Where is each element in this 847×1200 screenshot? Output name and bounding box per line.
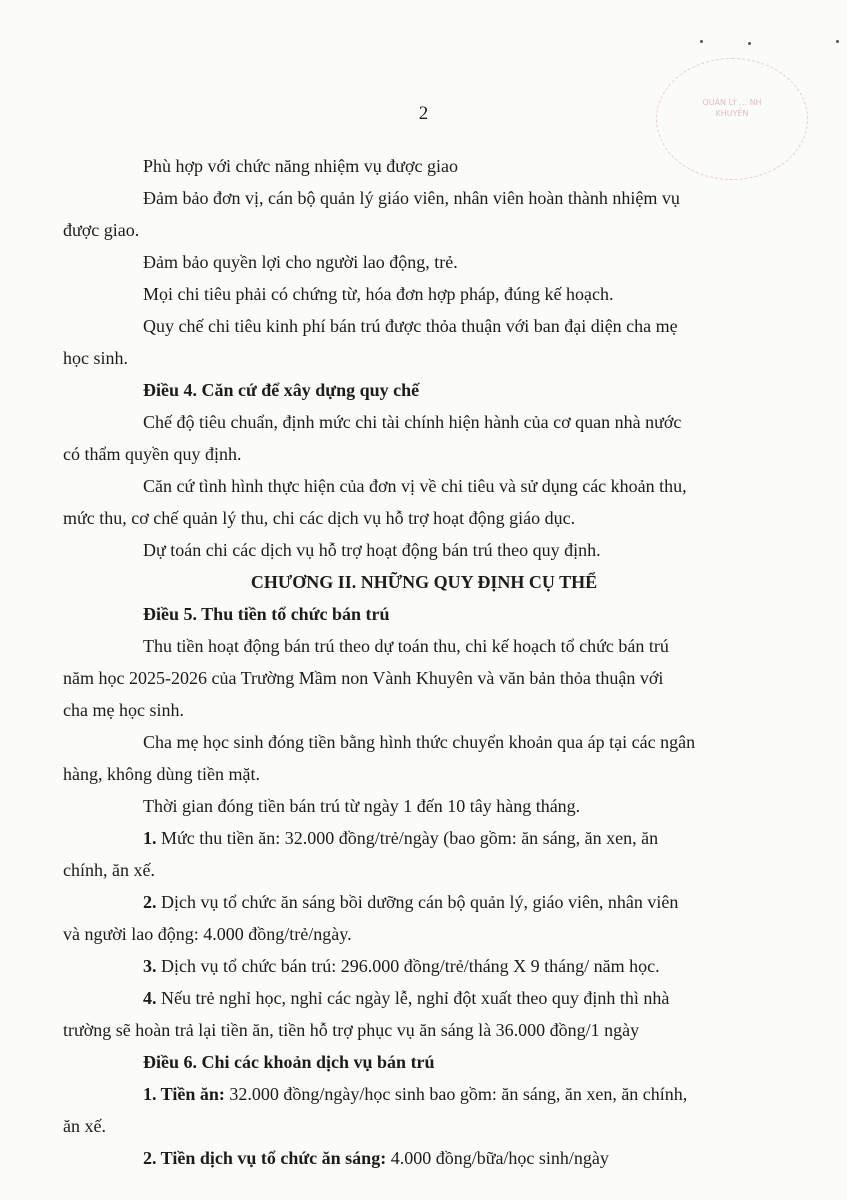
paragraph-continuation: được giao. xyxy=(63,220,140,240)
list-number: 2. xyxy=(143,892,157,912)
paragraph-continuation: cha mẹ học sinh. xyxy=(63,700,184,720)
list-label: 2. Tiền dịch vụ tổ chức ăn sáng: xyxy=(143,1148,387,1168)
list-item xyxy=(63,950,785,982)
list-number: 4. xyxy=(143,988,157,1008)
document-body xyxy=(63,150,785,1174)
article-5-title: Điều 5. Thu tiền tổ chức bán trú xyxy=(143,604,390,624)
paragraph: Thời gian đóng tiền bán trú từ ngày 1 đến 10 tây hàng tháng. xyxy=(143,796,581,816)
paragraph-continuation: có thẩm quyền quy định. xyxy=(63,444,242,464)
list-item xyxy=(63,822,785,854)
chapter-heading: CHƯƠNG II. NHỮNG QUY ĐỊNH CỤ THỂ xyxy=(250,572,598,592)
article-heading xyxy=(63,374,785,406)
list-item xyxy=(63,1078,785,1110)
list-item xyxy=(63,1142,785,1174)
scan-mark xyxy=(700,40,703,43)
scan-mark xyxy=(748,42,751,45)
article-6-title: Điều 6. Chi các khoản dịch vụ bán trú xyxy=(143,1052,435,1072)
list-text: 32.000 đồng/ngày/học sinh bao gồm: ăn sáng, ăn xen, ăn chính, xyxy=(224,1084,688,1104)
paragraph-continuation: năm học 2025-2026 của Trường Mầm non Vành Khuyên và văn bản thỏa thuận với xyxy=(63,668,664,688)
paragraph: Đảm bảo quyền lợi cho người lao động, trẻ. xyxy=(143,252,458,272)
list-text: Dịch vụ tổ chức bán trú: 296.000 đồng/trẻ/tháng X 9 tháng/ năm học. xyxy=(156,956,660,976)
paragraph: Chế độ tiêu chuẩn, định mức chi tài chính hiện hành của cơ quan nhà nước xyxy=(143,412,682,432)
paragraph: Đảm bảo đơn vị, cán bộ quản lý giáo viên, nhân viên hoàn thành nhiệm vụ xyxy=(143,188,680,208)
list-text: Nếu trẻ nghỉ học, nghỉ các ngày lễ, nghỉ đột xuất theo quy định thì nhà xyxy=(156,988,670,1008)
paragraph: Thu tiền hoạt động bán trú theo dự toán thu, chi kế hoạch tổ chức bán trú xyxy=(143,636,669,656)
paragraph: Quy chế chi tiêu kinh phí bán trú được thỏa thuận với ban đại diện cha mẹ xyxy=(143,316,678,336)
paragraph: Căn cứ tình hình thực hiện của đơn vị về chi tiêu và sử dụng các khoản thu, xyxy=(143,476,687,496)
page-number: 2 xyxy=(418,103,429,124)
stamp-text: QUẢN LÝ ... NH KHUYÊN xyxy=(702,98,762,118)
paragraph-continuation: học sinh. xyxy=(63,348,128,368)
list-item xyxy=(63,886,785,918)
list-item-continuation: chính, ăn xế. xyxy=(63,860,155,880)
paragraph: Mọi chi tiêu phải có chứng từ, hóa đơn hợp pháp, đúng kế hoạch. xyxy=(143,284,614,304)
list-number: 3. xyxy=(143,956,157,976)
article-4-title: Điều 4. Căn cứ để xây dựng quy chế xyxy=(143,380,420,400)
list-item-continuation: trường sẽ hoàn trả lại tiền ăn, tiền hỗ trợ phục vụ ăn sáng là 36.000 đồng/1 ngày xyxy=(63,1020,640,1040)
list-text: Dịch vụ tổ chức ăn sáng bồi dưỡng cán bộ quản lý, giáo viên, nhân viên xyxy=(156,892,679,912)
article-heading xyxy=(63,598,785,630)
list-item xyxy=(63,982,785,1014)
list-number: 1. xyxy=(143,828,157,848)
list-item-continuation: và người lao động: 4.000 đồng/trẻ/ngày. xyxy=(63,924,352,944)
paragraph: Dự toán chi các dịch vụ hỗ trợ hoạt động bán trú theo quy định. xyxy=(143,540,601,560)
list-text: Mức thu tiền ăn: 32.000 đồng/trẻ/ngày (bao gồm: ăn sáng, ăn xen, ăn xyxy=(156,828,659,848)
paragraph: Phù hợp với chức năng nhiệm vụ được giao xyxy=(143,156,459,176)
list-text: 4.000 đồng/bữa/học sinh/ngày xyxy=(386,1148,609,1168)
article-heading xyxy=(63,1046,785,1078)
list-item-continuation: ăn xế. xyxy=(63,1116,106,1136)
paragraph-continuation: mức thu, cơ chế quản lý thu, chi các dịch vụ hỗ trợ hoạt động giáo dục. xyxy=(63,508,576,528)
scan-mark xyxy=(836,40,839,43)
paragraph: Cha mẹ học sinh đóng tiền bằng hình thức chuyển khoản qua áp tại các ngân xyxy=(143,732,696,752)
list-label: 1. Tiền ăn: xyxy=(143,1084,225,1104)
paragraph-continuation: hàng, không dùng tiền mặt. xyxy=(63,764,260,784)
